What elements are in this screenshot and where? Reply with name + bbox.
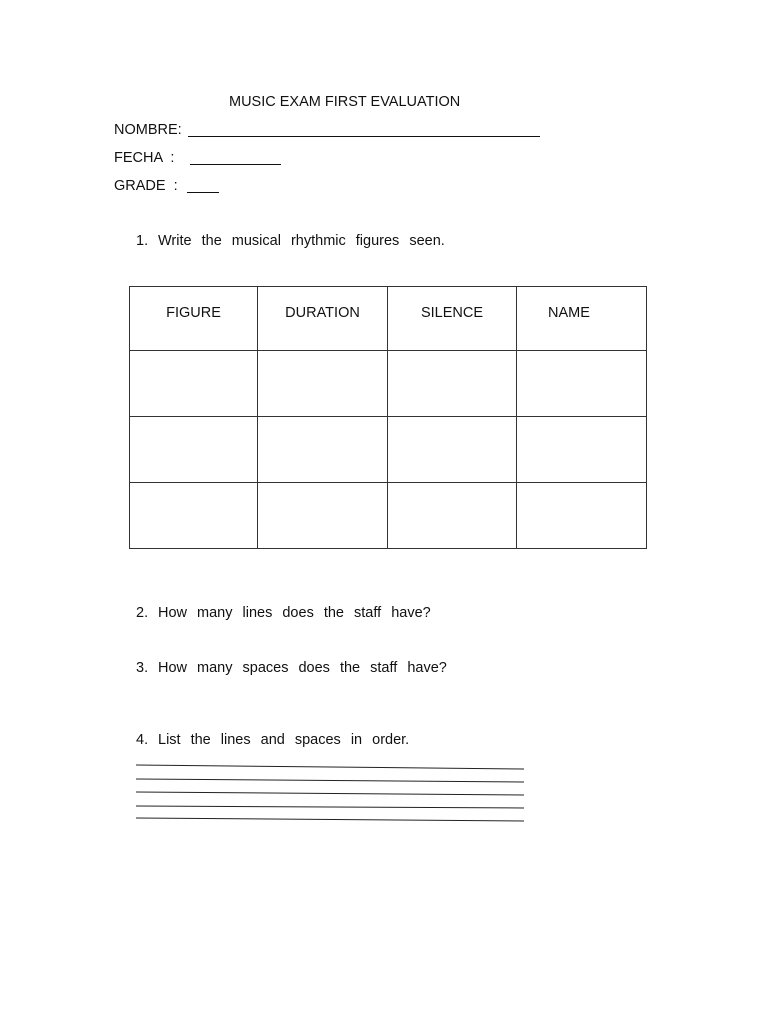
table-header-row bbox=[130, 287, 647, 351]
answer-lines[interactable] bbox=[136, 760, 526, 830]
table-cell[interactable] bbox=[517, 483, 647, 549]
question-1 bbox=[136, 233, 445, 249]
header-duration: DURATION bbox=[258, 287, 388, 351]
header-figure: FIGURE bbox=[130, 287, 258, 351]
table-cell[interactable] bbox=[388, 417, 517, 483]
answer-line bbox=[136, 792, 524, 795]
question-4 bbox=[136, 732, 409, 748]
table-cell[interactable] bbox=[517, 351, 647, 417]
table-cell[interactable] bbox=[517, 417, 647, 483]
nombre-field[interactable] bbox=[188, 136, 540, 137]
table-cell[interactable] bbox=[258, 351, 388, 417]
page-title: MUSIC EXAM FIRST EVALUATION bbox=[229, 94, 461, 110]
answer-line bbox=[136, 779, 524, 782]
table-cell[interactable] bbox=[130, 351, 258, 417]
question-number: 4. bbox=[136, 732, 149, 748]
question-number: 2. bbox=[136, 605, 149, 621]
answer-line bbox=[136, 765, 524, 769]
table-cell[interactable] bbox=[258, 417, 388, 483]
grade-label: GRADE : bbox=[114, 178, 178, 194]
table-cell[interactable] bbox=[388, 351, 517, 417]
table-cell[interactable] bbox=[388, 483, 517, 549]
table-cell[interactable] bbox=[130, 483, 258, 549]
fecha-label: FECHA : bbox=[114, 150, 175, 166]
table-cell[interactable] bbox=[130, 417, 258, 483]
question-text: How many lines does the staff have? bbox=[158, 605, 431, 621]
fecha-field[interactable] bbox=[190, 164, 281, 165]
question-text: How many spaces does the staff have? bbox=[158, 660, 447, 676]
answer-line bbox=[136, 806, 524, 808]
answer-line bbox=[136, 818, 524, 821]
question-number: 1. bbox=[136, 233, 149, 249]
question-text: List the lines and spaces in order. bbox=[158, 732, 410, 748]
table-cell[interactable] bbox=[258, 483, 388, 549]
nombre-label: NOMBRE: bbox=[114, 122, 182, 138]
question-2 bbox=[136, 605, 431, 621]
question-number: 3. bbox=[136, 660, 149, 676]
question-3 bbox=[136, 660, 447, 676]
table-row bbox=[130, 417, 647, 483]
table-row bbox=[130, 351, 647, 417]
header-name: NAME bbox=[517, 287, 647, 351]
table-row bbox=[130, 483, 647, 549]
header-silence: SILENCE bbox=[388, 287, 517, 351]
grade-field[interactable] bbox=[187, 192, 219, 193]
figures-table bbox=[129, 286, 647, 549]
question-text: Write the musical rhythmic figures seen. bbox=[158, 233, 445, 249]
